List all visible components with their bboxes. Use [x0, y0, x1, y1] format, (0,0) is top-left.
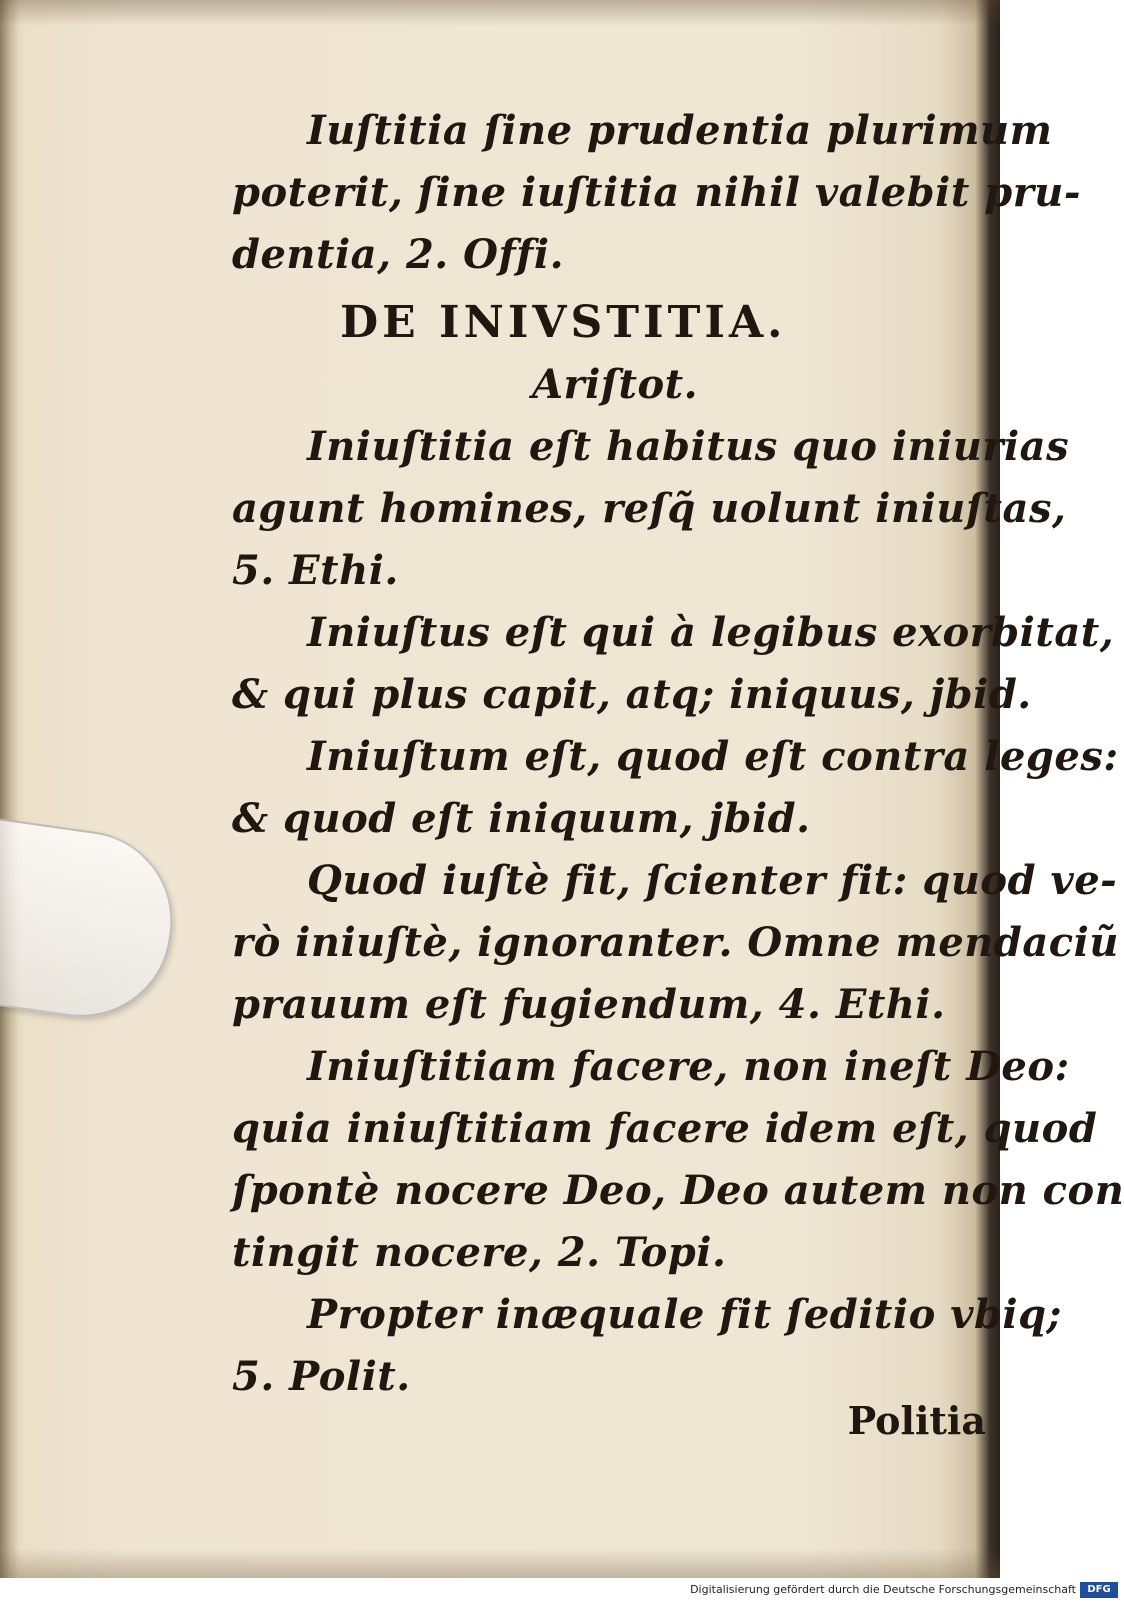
text-line: poterit, ſine iuſtitia nihil valebit pru- [232, 169, 1081, 216]
footer-credit: Digitalisierung gefördert durch die Deutsche Forschungsgemeinschaft [690, 1583, 1076, 1596]
catchword: Politia [847, 1398, 986, 1443]
text-line: Iniuſtum eſt, quod eſt contra leges: [307, 733, 1119, 780]
text-line: Iniuſtitia eſt habitus quo iniurias [307, 423, 1070, 470]
plastic-tab-marker [0, 818, 184, 1029]
section-subheading: Ariſtot. [532, 361, 699, 408]
text-line: ſpontè nocere Deo, Deo autem non con [232, 1167, 1124, 1214]
text-line: quia iniuſtitiam facere idem eſt, quod [232, 1105, 1098, 1152]
text-line: Iniuſtus eſt qui à legibus exorbitat, [307, 609, 1115, 656]
text-line: Propter inæquale fit ſeditio vbiq; [307, 1291, 1062, 1338]
text-line: tingit nocere, 2. Topi. [232, 1229, 727, 1276]
text-line: agunt homines, reſq̃ uolunt iniuſtas, [232, 485, 1067, 532]
page-edge [0, 0, 18, 1578]
text-line: 5. Polit. [232, 1353, 411, 1400]
text-line: & qui plus capit, atq; iniquus, jbid. [232, 671, 1032, 718]
dfg-logo: DFG [1080, 1582, 1118, 1598]
text-line: prauum eſt fugiendum, 4. Ethi. [232, 981, 946, 1028]
text-line: Iuſtitia ſine prudentia plurimum [307, 107, 1053, 154]
bottom-shadow [0, 1548, 1000, 1578]
top-shadow [0, 0, 1000, 26]
text-line: rò iniuſtè, ignoranter. Omne mendaciũ [232, 919, 1119, 966]
text-line: Quod iuſtè fit, ſcienter fit: quod ve- [307, 857, 1118, 904]
page-text [232, 100, 1124, 1408]
text-line: & quod eſt iniquum, jbid. [232, 795, 811, 842]
text-line: Iniuſtitiam facere, non ineſt Deo: [307, 1043, 1070, 1090]
text-line: 5. Ethi. [232, 547, 399, 594]
section-heading: DE INIVSTITIA. [340, 297, 787, 348]
digitization-footer [0, 1578, 1124, 1602]
text-line: dentia, 2. Offi. [232, 231, 565, 278]
